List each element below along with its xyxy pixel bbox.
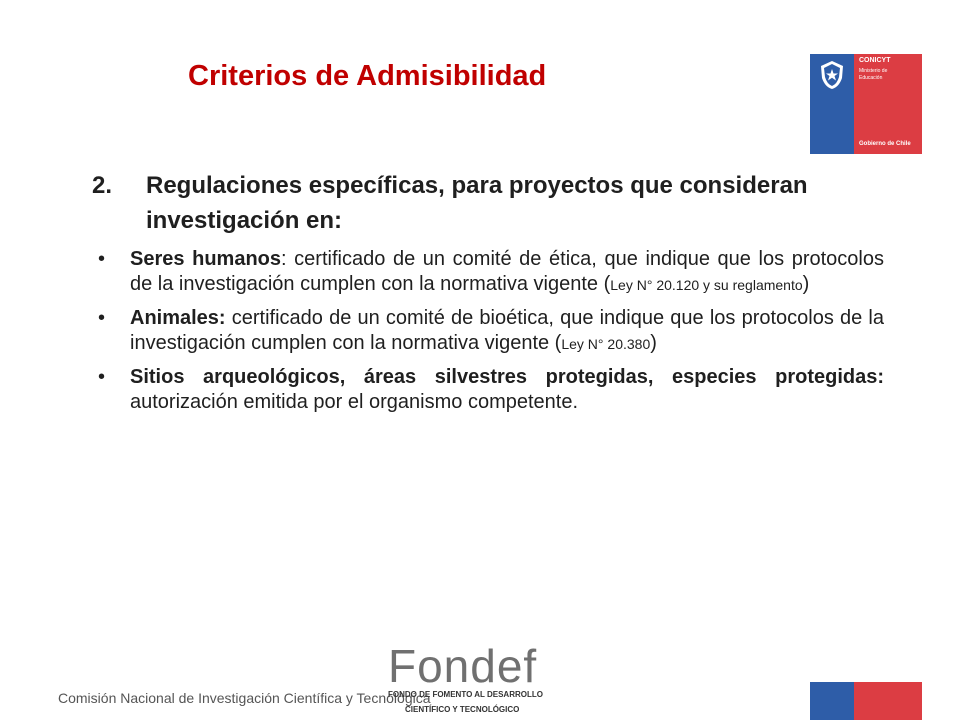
commission-footer-text: Comisión Nacional de Investigación Científica y Tecnológica [58,690,431,706]
heading-number: 2. [92,172,113,199]
item-law-reference: Ley N° 20.120 y su reglamento [610,277,803,293]
item-bold-label: Animales: [130,307,226,329]
item-bold-label: Seres humanos [130,248,282,270]
logo-government: Gobierno de Chile [859,141,911,147]
item-text: autorización emitida por el organismo competente. [130,391,579,413]
item-bold-label: Sitios arqueológicos, áreas silvestres protegidas, especies protegidas: [130,366,884,388]
item-text: certificado de un comité de bioética, que indique que los protocolos de la investigación cumplen con la normativa vigente ( [130,307,884,354]
fondef-tagline-1: FONDO DE FOMENTO AL DESARROLLO [388,690,543,699]
item-law-reference: Ley N° 20.380 [561,336,651,352]
item-text: : certificado de un comité de ética, que indique que los protocolos de la investigación cumplen con la normativa vigente ( [130,248,884,295]
logo-ministry: Ministerio de Educación [859,68,888,81]
flag-red-panel [854,682,922,720]
fondef-tagline-2: CIENTÍFICO Y TECNOLÓGICO [405,705,520,714]
item-text-end: ) [802,273,810,295]
logo-org-name: CONICYT [859,57,891,64]
item-text-end: ) [650,332,657,354]
logo-blue-panel [810,54,854,154]
slide-title: Criterios de Admisibilidad [188,60,547,92]
bullet-icon: • [98,248,106,270]
list-item [98,247,884,298]
section-heading [92,168,872,238]
list-item [98,365,884,415]
fondef-logo [388,640,588,720]
bullet-icon: • [98,366,106,388]
requirements-list [98,247,884,423]
bullet-icon: • [98,307,106,329]
fondef-wordmark: Fondef [388,640,538,692]
list-item [98,306,884,357]
heading-text: Regulaciones específicas, para proyectos que consideran investigación en: [146,172,808,234]
chile-crest-icon [815,58,849,92]
conicyt-logo [810,54,922,154]
flag-blue-panel [810,682,854,720]
footer-flag-bar [810,682,922,720]
